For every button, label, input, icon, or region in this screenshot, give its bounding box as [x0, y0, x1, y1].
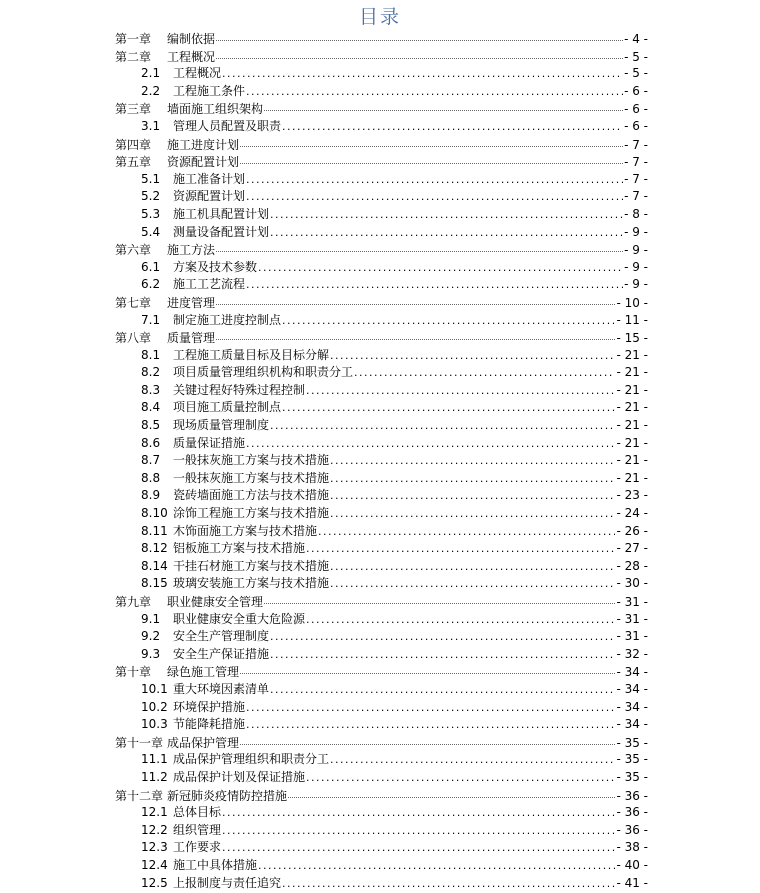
toc-entry-label: 职业健康安全管理 — [167, 595, 264, 609]
toc-entry-label: 安全生产保证措施 — [173, 646, 270, 661]
toc-entry-number: 9.2 — [141, 629, 161, 644]
toc-entry-label: 资源配置计划 — [167, 155, 240, 170]
toc-entry-label: 资源配置计划 — [173, 189, 246, 204]
toc-section-entry[interactable] — [115, 224, 648, 242]
toc-leader-dots — [330, 347, 615, 365]
toc-section-entry[interactable] — [115, 751, 648, 769]
toc-page-number: - 23 - — [616, 488, 648, 503]
toc-entry-label: 工程施工质量目标及目标分解 — [173, 347, 330, 362]
toc-entry-title — [115, 594, 263, 611]
toc-entry-label: 成品保护管理组织和职责分工 — [173, 752, 330, 767]
toc-entry-title — [141, 347, 329, 365]
toc-entry-title — [141, 171, 245, 189]
toc-section-entry[interactable] — [115, 681, 648, 699]
toc-section-entry[interactable] — [115, 435, 648, 453]
toc-chapter-entry[interactable] — [115, 294, 648, 312]
toc-page-number: - 34 - — [616, 717, 648, 732]
toc-leader-dots — [330, 751, 615, 769]
toc-entry-label: 质量管理 — [167, 331, 216, 346]
toc-entry-number: 12.3 — [141, 840, 168, 855]
toc-entry-number: 第八章 — [115, 331, 152, 346]
toc-section-entry[interactable] — [115, 875, 648, 893]
toc-page-number: - 34 - — [616, 699, 648, 714]
toc-leader-dots — [258, 259, 623, 277]
toc-entry-number: 9.1 — [141, 611, 161, 626]
toc-leader-dots — [216, 241, 623, 252]
toc-leader-dots — [216, 48, 623, 59]
toc-section-entry[interactable] — [115, 575, 648, 593]
toc-entry-number: 第二章 — [115, 49, 152, 64]
toc-entry-number: 第九章 — [115, 595, 152, 609]
toc-leader-dots — [222, 822, 615, 840]
toc-entry-title — [115, 664, 239, 681]
toc-entry-number: 8.7 — [141, 453, 161, 468]
toc-entry-title — [141, 470, 329, 488]
toc-chapter-entry[interactable] — [115, 787, 648, 805]
toc-entry-label: 成品保护计划及保证措施 — [173, 769, 306, 784]
toc-section-entry[interactable] — [115, 558, 648, 576]
toc-leader-dots — [282, 118, 623, 136]
toc-page-number: - 27 - — [616, 541, 648, 556]
toc-page-number: - 31 - — [616, 629, 648, 644]
toc-page-number: - 24 - — [616, 506, 648, 521]
toc-leader-dots — [270, 681, 615, 699]
toc-page-number: - 21 - — [616, 400, 648, 415]
toc-entry-label: 节能降耗措施 — [173, 717, 246, 732]
toc-entry-label: 干挂石材施工方案与技术措施 — [173, 558, 330, 573]
toc-entry-label: 木饰面施工方案与技术措施 — [173, 523, 318, 538]
toc-leader-dots — [330, 487, 615, 505]
toc-leader-dots — [306, 382, 615, 400]
toc-page-number: - 35 - — [616, 735, 648, 750]
toc-leader-dots — [330, 505, 615, 523]
toc-entry-number: 8.15 — [141, 576, 168, 591]
toc-entry-title — [141, 857, 257, 875]
toc-leader-dots — [282, 399, 615, 417]
toc-entry-number: 11.2 — [141, 769, 168, 784]
toc-entry-title — [141, 769, 305, 787]
toc-entry-number: 8.4 — [141, 400, 161, 415]
toc-section-entry[interactable] — [115, 347, 648, 365]
toc-chapter-entry[interactable] — [115, 329, 648, 347]
toc-entry-number: 5.1 — [141, 171, 161, 186]
toc-entry-number: 第七章 — [115, 295, 152, 310]
toc-entry-title — [115, 735, 239, 752]
toc-page-number: - 21 - — [616, 435, 648, 450]
toc-entry-title — [141, 487, 329, 505]
toc-entry-title — [115, 242, 215, 259]
toc-entry-title — [141, 276, 245, 294]
toc-section-entry[interactable] — [115, 399, 648, 417]
toc-page-number: - 36 - — [616, 788, 648, 803]
toc-entry-number: 2.1 — [141, 66, 161, 81]
toc-entry-label: 重大环境因素清单 — [173, 681, 270, 696]
toc-section-entry[interactable] — [115, 857, 648, 875]
toc-entry-number: 2.2 — [141, 83, 161, 98]
toc-leader-dots — [306, 769, 615, 787]
toc-chapter-entry[interactable] — [115, 734, 648, 752]
toc-leader-dots — [282, 875, 615, 893]
toc-section-entry[interactable] — [115, 611, 648, 629]
toc-leader-dots — [216, 294, 615, 305]
toc-entry-label: 施工进度计划 — [167, 137, 240, 152]
toc-entry-number: 8.9 — [141, 488, 161, 503]
toc-entry-number: 11.1 — [141, 752, 168, 767]
toc-entry-number: 10.2 — [141, 699, 168, 714]
toc-section-entry[interactable] — [115, 65, 648, 83]
toc-entry-title — [141, 822, 221, 840]
toc-leader-dots — [246, 435, 615, 453]
toc-entry-title — [141, 259, 257, 277]
toc-entry-label: 施工中具体措施 — [173, 857, 258, 872]
toc-title: 目录 — [358, 6, 401, 28]
toc-section-entry[interactable] — [115, 769, 648, 787]
toc-page-number: - 38 - — [616, 840, 648, 855]
toc-entry-number: 6.2 — [141, 277, 161, 292]
toc-page-number: - 30 - — [616, 576, 648, 591]
toc-page-number: - 7 - — [624, 155, 648, 170]
toc-entry-number: 8.6 — [141, 435, 161, 450]
toc-leader-dots — [270, 646, 615, 664]
toc-entry-label: 现场质量管理制度 — [173, 418, 270, 433]
toc-page-number: - 6 - — [624, 83, 648, 98]
toc-entry-number: 12.5 — [141, 875, 168, 890]
toc-section-entry[interactable] — [115, 646, 648, 664]
toc-entry-title — [141, 646, 269, 664]
toc-page-number: - 21 - — [616, 382, 648, 397]
toc-entry-label: 绿色施工管理 — [167, 665, 240, 680]
toc-entry-number: 8.1 — [141, 347, 161, 362]
toc-entry-number: 6.1 — [141, 259, 161, 274]
toc-chapter-entry[interactable] — [115, 241, 648, 259]
toc-chapter-entry[interactable] — [115, 663, 648, 681]
toc-leader-dots — [306, 611, 615, 629]
toc-chapter-entry[interactable] — [115, 593, 648, 611]
toc-section-entry[interactable] — [115, 364, 648, 382]
toc-leader-dots — [270, 224, 623, 242]
toc-chapter-entry[interactable] — [115, 48, 648, 66]
toc-entry-title — [141, 417, 269, 435]
toc-entry-title — [141, 224, 269, 242]
toc-section-entry[interactable] — [115, 417, 648, 435]
toc-entry-label: 工程概况 — [173, 66, 222, 81]
toc-page-number: - 15 - — [616, 331, 648, 346]
toc-entry-number: 第四章 — [115, 137, 152, 152]
toc-entry-label: 上报制度与责任追究 — [173, 875, 282, 890]
toc-entry-title — [141, 523, 317, 541]
toc-leader-dots — [264, 593, 615, 604]
toc-entry-title — [141, 540, 305, 558]
toc-entry-label: 瓷砖墙面施工方法与技术措施 — [173, 488, 330, 503]
toc-entry-number: 第十一章 — [115, 735, 164, 750]
toc-entry-label: 职业健康安全重大危险源 — [173, 611, 306, 626]
table-of-contents — [115, 30, 648, 892]
toc-entry-label: 方案及技术参数 — [173, 259, 258, 274]
toc-entry-label: 项目施工质量控制点 — [173, 400, 282, 415]
toc-page-number: - 40 - — [616, 857, 648, 872]
toc-leader-dots — [240, 734, 615, 745]
toc-page-number: - 28 - — [616, 558, 648, 573]
toc-entry-label: 施工准备计划 — [173, 171, 246, 186]
toc-entry-label: 组织管理 — [173, 822, 222, 837]
toc-entry-title — [115, 154, 239, 171]
toc-page-number: - 10 - — [616, 295, 648, 310]
toc-leader-dots — [222, 804, 615, 822]
toc-page-number: - 8 - — [624, 206, 648, 221]
toc-entry-label: 新冠肺炎疫情防控措施 — [167, 788, 288, 803]
toc-entry-number: 10.1 — [141, 681, 168, 696]
toc-leader-dots — [270, 628, 615, 646]
toc-section-entry[interactable] — [115, 382, 648, 400]
toc-leader-dots — [240, 153, 623, 164]
toc-page-number: - 31 - — [616, 595, 648, 609]
toc-leader-dots — [282, 312, 615, 330]
toc-entry-title — [141, 804, 221, 822]
toc-page-number: - 36 - — [616, 822, 648, 837]
toc-entry-title — [141, 681, 269, 699]
toc-entry-label: 制定施工进度控制点 — [173, 312, 282, 327]
toc-entry-number: 8.3 — [141, 382, 161, 397]
toc-entry-title — [115, 330, 215, 347]
toc-page-number: - 21 - — [616, 453, 648, 468]
toc-leader-dots — [270, 417, 615, 435]
toc-entry-number: 12.1 — [141, 805, 168, 820]
toc-entry-number: 8.11 — [141, 523, 168, 538]
toc-entry-title — [141, 628, 269, 646]
toc-section-entry[interactable] — [115, 505, 648, 523]
toc-page-number: - 6 - — [624, 102, 648, 117]
toc-section-entry[interactable] — [115, 628, 648, 646]
toc-entry-number: 12.2 — [141, 822, 168, 837]
toc-entry-label: 工作要求 — [173, 840, 222, 855]
toc-leader-dots — [216, 30, 623, 41]
toc-page-number: - 34 - — [616, 681, 648, 696]
toc-page-number: - 21 - — [616, 470, 648, 485]
toc-leader-dots — [330, 575, 615, 593]
toc-page-number: - 4 - — [624, 32, 648, 46]
toc-entry-title — [141, 118, 281, 136]
toc-leader-dots — [330, 470, 615, 488]
toc-page-number: - 9 - — [624, 243, 648, 258]
toc-entry-number: 8.5 — [141, 418, 161, 433]
toc-page-number: - 7 - — [624, 137, 648, 152]
toc-entry-number: 5.3 — [141, 206, 161, 221]
toc-entry-number: 第五章 — [115, 155, 152, 170]
toc-page-number: - 26 - — [616, 523, 648, 538]
toc-entry-label: 安全生产管理制度 — [173, 629, 270, 644]
toc-entry-title — [141, 312, 281, 330]
toc-entry-title — [141, 83, 245, 101]
toc-leader-dots — [246, 83, 623, 101]
toc-entry-number: 第十二章 — [115, 788, 164, 803]
toc-page-number: - 31 - — [616, 611, 648, 626]
toc-section-entry[interactable] — [115, 716, 648, 734]
toc-entry-title — [115, 788, 287, 805]
toc-entry-label: 玻璃安装施工方案与技术措施 — [173, 576, 330, 591]
toc-entry-number: 8.8 — [141, 470, 161, 485]
toc-page-number: - 9 - — [624, 224, 648, 239]
toc-leader-dots — [246, 188, 623, 206]
toc-entry-number: 8.12 — [141, 541, 168, 556]
toc-leader-dots — [246, 716, 615, 734]
toc-section-entry[interactable] — [115, 470, 648, 488]
toc-chapter-entry[interactable] — [115, 30, 648, 48]
toc-entry-label: 环境保护措施 — [173, 699, 246, 714]
toc-entry-number: 第一章 — [115, 32, 152, 46]
toc-entry-title — [115, 49, 215, 66]
toc-entry-label: 管理人员配置及职责 — [173, 118, 282, 133]
toc-entry-label: 项目质量管理组织机构和职责分工 — [173, 365, 354, 380]
toc-page-number: - 35 - — [616, 752, 648, 767]
toc-entry-number: 9.3 — [141, 646, 161, 661]
toc-section-entry[interactable] — [115, 839, 648, 857]
toc-page-number: - 7 - — [624, 189, 648, 204]
toc-entry-title — [141, 839, 221, 857]
toc-leader-dots — [330, 558, 615, 576]
toc-entry-title — [141, 558, 329, 576]
toc-page-number: - 21 - — [616, 365, 648, 380]
toc-entry-title — [141, 364, 353, 382]
toc-leader-dots — [306, 540, 615, 558]
toc-page-number: - 11 - — [616, 312, 648, 327]
toc-entry-label: 施工机具配置计划 — [173, 206, 270, 221]
toc-section-entry[interactable] — [115, 259, 648, 277]
toc-entry-title — [141, 505, 329, 523]
toc-leader-dots — [264, 100, 623, 111]
toc-section-entry[interactable] — [115, 699, 648, 717]
toc-page-number: - 9 - — [624, 277, 648, 292]
toc-section-entry[interactable] — [115, 118, 648, 136]
toc-leader-dots — [318, 523, 615, 541]
toc-page-number: - 21 - — [616, 418, 648, 433]
toc-entry-title — [141, 399, 281, 417]
toc-section-entry[interactable] — [115, 822, 648, 840]
toc-leader-dots — [258, 857, 615, 875]
toc-section-entry[interactable] — [115, 487, 648, 505]
toc-chapter-entry[interactable] — [115, 136, 648, 154]
toc-section-entry[interactable] — [115, 312, 648, 330]
toc-entry-number: 8.10 — [141, 506, 168, 521]
toc-section-entry[interactable] — [115, 540, 648, 558]
toc-entry-label: 铝板施工方案与技术措施 — [173, 541, 306, 556]
toc-page-number: - 41 - — [616, 875, 648, 890]
toc-entry-label: 一般抹灰施工方案与技术措施 — [173, 453, 330, 468]
toc-entry-number: 8.2 — [141, 365, 161, 380]
toc-entry-label: 施工方法 — [167, 243, 216, 258]
toc-entry-label: 测量设备配置计划 — [173, 224, 270, 239]
toc-leader-dots — [216, 329, 615, 340]
toc-entry-label: 成品保护管理 — [167, 735, 240, 750]
toc-page-number: - 32 - — [616, 646, 648, 661]
toc-leader-dots — [354, 364, 615, 382]
toc-leader-dots — [246, 699, 615, 717]
toc-leader-dots — [222, 839, 615, 857]
toc-section-entry[interactable] — [115, 804, 648, 822]
toc-entry-label: 进度管理 — [167, 295, 216, 310]
toc-entry-number: 3.1 — [141, 118, 161, 133]
toc-entry-title — [141, 611, 305, 629]
toc-page-number: - 35 - — [616, 769, 648, 784]
toc-entry-label: 工程概况 — [167, 49, 216, 64]
toc-entry-title — [115, 31, 215, 48]
toc-entry-number: 8.14 — [141, 558, 168, 573]
toc-leader-dots — [240, 663, 615, 674]
toc-page-number: - 5 - — [624, 49, 648, 64]
toc-entry-number: 5.2 — [141, 189, 161, 204]
toc-chapter-entry[interactable] — [115, 153, 648, 171]
toc-entry-label: 总体目标 — [173, 805, 222, 820]
toc-entry-title — [141, 751, 329, 769]
toc-page-number: - 6 - — [624, 118, 648, 133]
toc-page-number: - 9 - — [624, 259, 648, 274]
toc-entry-number: 12.4 — [141, 857, 168, 872]
toc-section-entry[interactable] — [115, 206, 648, 224]
toc-leader-dots — [246, 276, 623, 294]
toc-section-entry[interactable] — [115, 276, 648, 294]
toc-leader-dots — [288, 787, 615, 798]
toc-entry-label: 涂饰工程施工方案与技术措施 — [173, 506, 330, 521]
toc-entry-title — [115, 101, 263, 118]
toc-entry-title — [141, 382, 305, 400]
toc-entry-title — [141, 452, 329, 470]
toc-entry-title — [141, 188, 245, 206]
toc-leader-dots — [270, 206, 623, 224]
toc-page-number: - 36 - — [616, 805, 648, 820]
toc-entry-label: 质量保证措施 — [173, 435, 246, 450]
toc-entry-number: 7.1 — [141, 312, 161, 327]
toc-section-entry[interactable] — [115, 83, 648, 101]
toc-entry-title — [115, 137, 239, 154]
toc-leader-dots — [240, 136, 623, 147]
toc-entry-title — [141, 435, 245, 453]
toc-page-number: - 34 - — [616, 665, 648, 680]
toc-section-entry[interactable] — [115, 171, 648, 189]
toc-entry-label: 一般抹灰施工方案与技术措施 — [173, 470, 330, 485]
toc-entry-number: 10.3 — [141, 717, 168, 732]
toc-leader-dots — [222, 65, 623, 83]
toc-entry-label: 工程施工条件 — [173, 83, 246, 98]
toc-entry-label: 墙面施工组织架构 — [167, 102, 264, 117]
toc-section-entry[interactable] — [115, 452, 648, 470]
toc-page-number: - 21 - — [616, 347, 648, 362]
toc-entry-title — [141, 699, 245, 717]
toc-entry-title — [141, 875, 281, 893]
toc-entry-title — [141, 65, 221, 83]
toc-section-entry[interactable] — [115, 188, 648, 206]
toc-entry-number: 第六章 — [115, 243, 152, 258]
toc-page-number: - 5 - — [624, 66, 648, 81]
toc-entry-title — [141, 716, 245, 734]
toc-entry-number: 第三章 — [115, 102, 152, 117]
toc-entry-label: 关键过程好特殊过程控制 — [173, 382, 306, 397]
toc-entry-title — [141, 575, 329, 593]
toc-section-entry[interactable] — [115, 523, 648, 541]
toc-entry-title — [141, 206, 269, 224]
toc-entry-number: 5.4 — [141, 224, 161, 239]
toc-leader-dots — [246, 171, 623, 189]
toc-entry-number: 第十章 — [115, 665, 152, 680]
toc-entry-title — [115, 295, 215, 312]
toc-entry-label: 编制依据 — [167, 32, 216, 46]
toc-chapter-entry[interactable] — [115, 100, 648, 118]
toc-entry-label: 施工工艺流程 — [173, 277, 246, 292]
toc-page-number: - 7 - — [624, 171, 648, 186]
toc-leader-dots — [330, 452, 615, 470]
